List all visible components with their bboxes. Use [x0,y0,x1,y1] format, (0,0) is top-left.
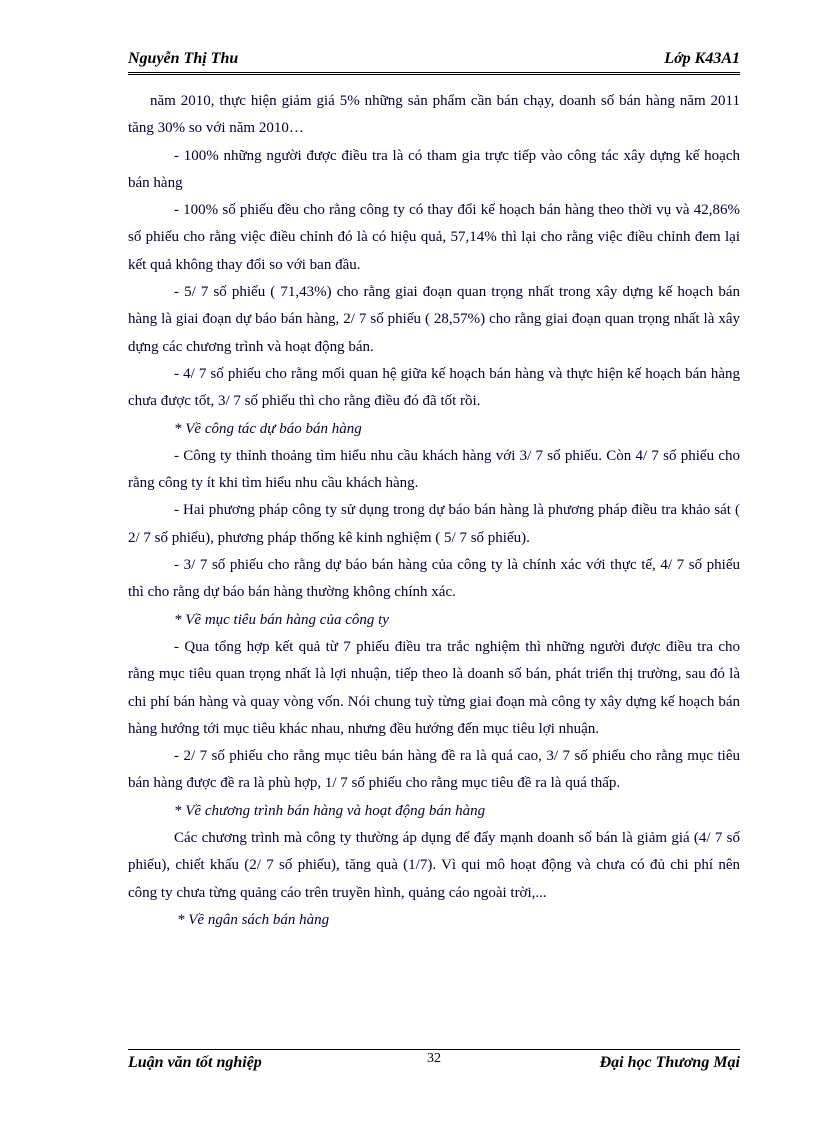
body-paragraph: - 5/ 7 số phiếu ( 71,43%) cho rằng giai đoạn quan trọng nhất trong xây dựng kế hoạch bán hàng là giai đoạn dự báo bán hàng, 2/ 7 số phiếu ( 28,57%) cho rằng giai đoạn quan trọng nhất là xây dựng các chương trình và hoạt động bán. [128,284,740,355]
page-header [128,50,740,75]
body-paragraph: - Qua tổng hợp kết quả từ 7 phiếu điều tra trắc nghiệm thì những người được điều tra cho rằng mục tiêu quan trọng nhất là lợi nhuận, tiếp theo là doanh số bán, phát triển thị trường, sau đó là chi phí bán hàng và quay vòng vốn. Nói chung tuỳ từng giai đoạn mà công ty xây dựng kế hoạch bán hàng hướng tới mục tiêu khác nhau, nhưng đều hướng đến mục tiêu lợi nhuận. [128,638,740,737]
body-paragraph: năm 2010, thực hiện giảm giá 5% những sản phẩm cần bán chạy, doanh số bán hàng năm 2011 tăng 30% so với năm 2010… [128,93,740,137]
section-heading: * Về ngân sách bán hàng [177,911,330,928]
body-paragraph: - Hai phương pháp công ty sử dụng trong dự báo bán hàng là phương pháp điều tra khảo sát ( 2/ 7 số phiếu), phương pháp thống kê kinh nghiệm ( 5/ 7 số phiếu). [128,502,740,546]
body-paragraph: - 3/ 7 số phiếu cho rằng dự báo bán hàng của công ty là chính xác với thực tế, 4/ 7 số phiếu thì cho rằng dự báo bán hàng thường không chính xác. [128,557,740,601]
header-class: Lớp K43A1 [664,50,740,67]
page-footer [128,1049,740,1080]
footer-university: Đại học Thương Mại [599,1054,740,1071]
section-heading: * Về công tác dự báo bán hàng [174,420,362,437]
body-paragraph: - 100% số phiếu đều cho rằng công ty có thay đổi kế hoạch bán hàng theo thời vụ và 42,86% số phiếu cho rằng việc điều chỉnh đó là có hiệu quả, 57,14% thì lại cho rằng việc điều chỉnh đem lại kết quả không thay đổi so với ban đầu. [128,202,740,273]
body-paragraph: - 100% những người được điều tra là có tham gia trực tiếp vào công tác xây dựng kế hoạch bán hàng [128,147,740,191]
body-paragraph: - 2/ 7 số phiếu cho rằng mục tiêu bán hàng đề ra là quá cao, 3/ 7 số phiếu cho rằng mục tiêu bán hàng được đề ra là phù hợp, 1/ 7 số phiếu cho rằng mục tiêu đề ra là quá thấp. [128,748,740,792]
page-number: 32 [427,1051,441,1066]
section-heading: * Về chương trình bán hàng và hoạt động bán hàng [174,802,486,819]
footer-thesis: Luận văn tốt nghiệp [128,1054,262,1071]
section-heading: * Về mục tiêu bán hàng của công ty [174,611,389,628]
body-paragraph: Các chương trình mà công ty thường áp dụng để đẩy mạnh doanh số bán là giảm giá (4/ 7 số phiếu), chiết khấu (2/ 7 số phiếu), tăng quà (1/7). Vì qui mô hoạt động và chưa có đủ chi phí nên công ty chưa từng quảng cáo trên truyền hình, quảng cáo ngoài trời,... [128,830,740,901]
body-paragraph: - Công ty thỉnh thoảng tìm hiểu nhu cầu khách hàng với 3/ 7 số phiếu. Còn 4/ 7 số phiếu cho rằng công ty ít khi tìm hiểu nhu cầu khách hàng. [128,447,740,492]
header-author: Nguyễn Thị Thu [128,50,239,67]
body-paragraph: - 4/ 7 số phiếu cho rằng mối quan hệ giữa kế hoạch bán hàng và thực hiện kế hoạch bán hàng chưa được tốt, 3/ 7 số phiếu thì cho rằng điều đó đã tốt rồi. [128,365,740,410]
page-body [128,88,740,934]
